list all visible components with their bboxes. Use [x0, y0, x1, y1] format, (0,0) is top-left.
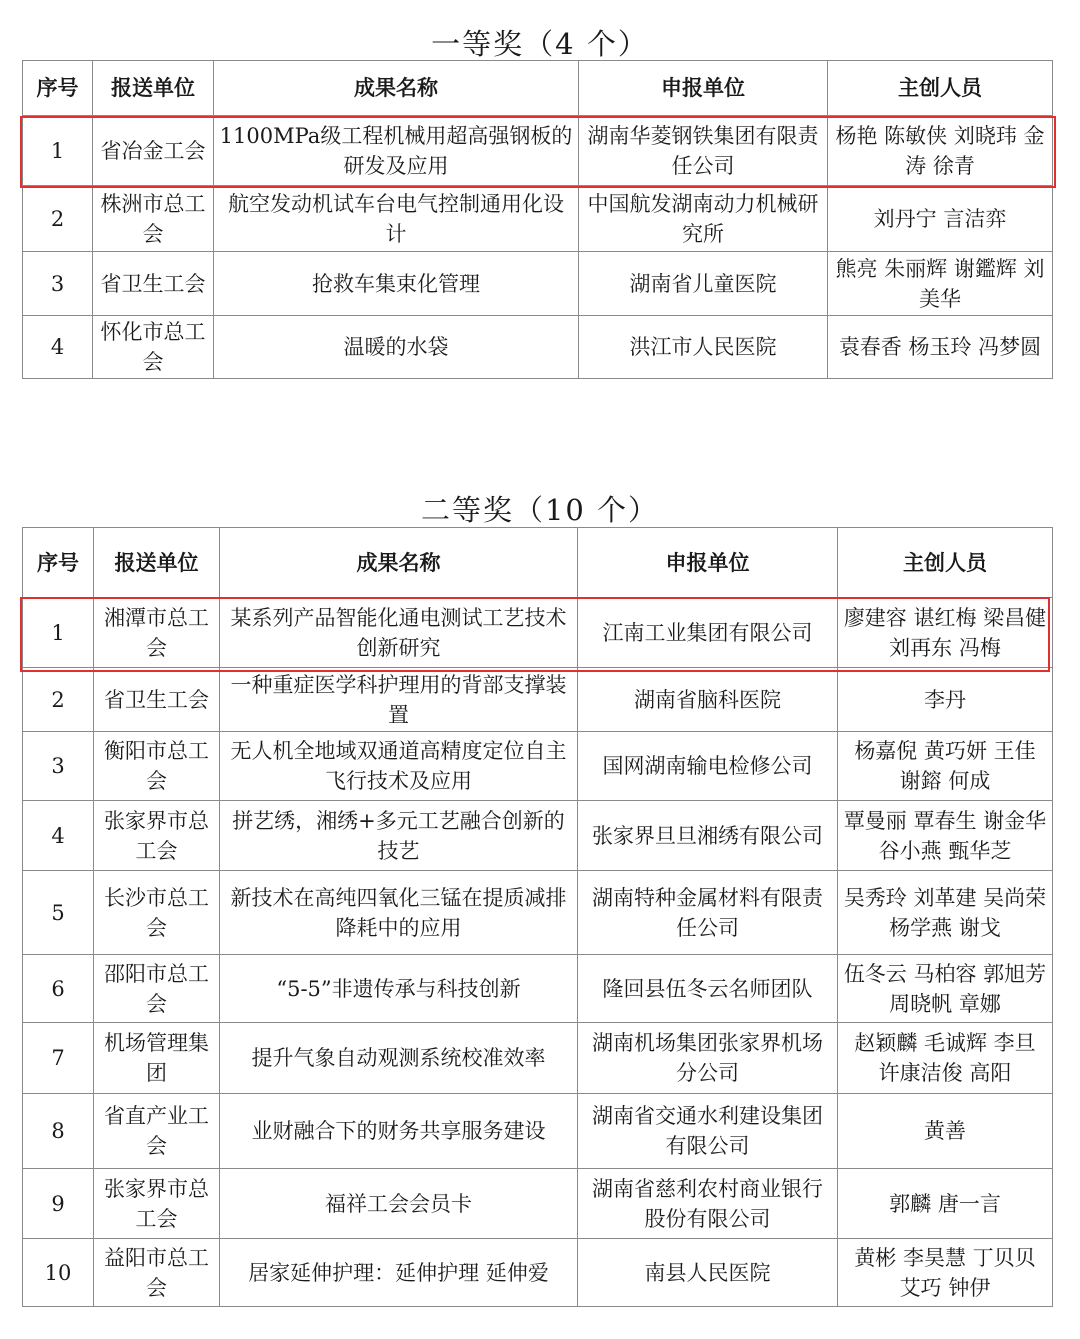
cell-achievement: 抢救车集束化管理 — [214, 252, 579, 316]
table-header-row — [23, 528, 1053, 598]
table-row — [23, 316, 1053, 379]
cell-unit: 邵阳市总工会 — [94, 955, 220, 1023]
table-row — [23, 668, 1053, 732]
cell-unit: 张家界市总工会 — [94, 1169, 220, 1239]
cell-unit: 怀化市总工会 — [93, 316, 214, 379]
header-applicant: 申报单位 — [579, 61, 828, 116]
cell-unit: 张家界市总工会 — [94, 801, 220, 871]
cell-no: 6 — [23, 955, 94, 1023]
cell-unit: 益阳市总工会 — [94, 1239, 220, 1307]
cell-creators: 杨嘉倪 黄巧妍 王佳 谢鎔 何成 — [838, 732, 1053, 801]
header-unit: 报送单位 — [93, 61, 214, 116]
cell-creators: 袁春香 杨玉玲 冯梦圆 — [828, 316, 1053, 379]
cell-achievement: 某系列产品智能化通电测试工艺技术创新研究 — [220, 598, 578, 668]
table-row — [23, 801, 1053, 871]
cell-achievement: 居家延伸护理：延伸护理 延伸爱 — [220, 1239, 578, 1307]
cell-achievement: 提升气象自动观测系统校准效率 — [220, 1023, 578, 1094]
header-creators: 主创人员 — [828, 61, 1053, 116]
table-row — [23, 1023, 1053, 1094]
cell-achievement: 无人机全地域双通道高精度定位自主飞行技术及应用 — [220, 732, 578, 801]
cell-unit: 省冶金工会 — [93, 116, 214, 186]
cell-achievement: “5-5”非遗传承与科技创新 — [220, 955, 578, 1023]
cell-achievement: 拼艺绣，湘绣+多元工艺融合创新的技艺 — [220, 801, 578, 871]
second-prize-title: 二等奖（10 个） — [420, 493, 660, 527]
header-creators: 主创人员 — [838, 528, 1053, 598]
table-row — [23, 1239, 1053, 1307]
cell-applicant: 南县人民医院 — [578, 1239, 838, 1307]
table-header-row — [23, 61, 1053, 116]
cell-applicant: 洪江市人民医院 — [579, 316, 828, 379]
cell-applicant: 湖南特种金属材料有限责任公司 — [578, 871, 838, 955]
first-prize-title: 一等奖（4 个） — [431, 27, 649, 61]
cell-unit: 长沙市总工会 — [94, 871, 220, 955]
cell-creators: 吴秀玲 刘革建 吴尚荣 杨学燕 谢戈 — [838, 871, 1053, 955]
cell-no: 8 — [23, 1094, 94, 1169]
cell-no: 2 — [23, 186, 93, 252]
cell-creators: 赵颖麟 毛诚辉 李旦 许康洁俊 高阳 — [838, 1023, 1053, 1094]
cell-applicant: 中国航发湖南动力机械研究所 — [579, 186, 828, 252]
cell-applicant: 隆回县伍冬云名师团队 — [578, 955, 838, 1023]
cell-creators: 杨艳 陈敏侠 刘晓玮 金涛 徐青 — [828, 116, 1053, 186]
cell-no: 4 — [23, 801, 94, 871]
header-achievement: 成果名称 — [214, 61, 579, 116]
cell-achievement: 新技术在高纯四氧化三锰在提质减排降耗中的应用 — [220, 871, 578, 955]
cell-no: 3 — [23, 732, 94, 801]
cell-no: 2 — [23, 668, 94, 732]
cell-applicant: 国网湖南输电检修公司 — [578, 732, 838, 801]
cell-creators: 覃曼丽 覃春生 谢金华 谷小燕 甄华芝 — [838, 801, 1053, 871]
cell-unit: 省卫生工会 — [93, 252, 214, 316]
cell-no: 1 — [23, 116, 93, 186]
cell-no: 5 — [23, 871, 94, 955]
cell-unit: 省卫生工会 — [94, 668, 220, 732]
cell-creators: 郭麟 唐一言 — [838, 1169, 1053, 1239]
cell-unit: 株洲市总工会 — [93, 186, 214, 252]
header-unit: 报送单位 — [94, 528, 220, 598]
cell-creators: 伍冬云 马柏容 郭旭芳 周晓帆 章娜 — [838, 955, 1053, 1023]
cell-no: 9 — [23, 1169, 94, 1239]
cell-unit: 机场管理集团 — [94, 1023, 220, 1094]
table-row — [23, 116, 1053, 186]
cell-no: 3 — [23, 252, 93, 316]
cell-applicant: 湖南省慈利农村商业银行股份有限公司 — [578, 1169, 838, 1239]
cell-no: 7 — [23, 1023, 94, 1094]
table-row — [23, 1094, 1053, 1169]
cell-applicant: 江南工业集团有限公司 — [578, 598, 838, 668]
cell-no: 1 — [23, 598, 94, 668]
cell-unit: 省直产业工会 — [94, 1094, 220, 1169]
cell-applicant: 湖南省脑科医院 — [578, 668, 838, 732]
header-applicant: 申报单位 — [578, 528, 838, 598]
cell-no: 4 — [23, 316, 93, 379]
cell-creators: 廖建容 谌红梅 梁昌健 刘再东 冯梅 — [838, 598, 1053, 668]
header-achievement: 成果名称 — [220, 528, 578, 598]
cell-applicant: 张家界旦旦湘绣有限公司 — [578, 801, 838, 871]
second-prize-table — [22, 527, 1053, 1307]
cell-applicant: 湖南机场集团张家界机场分公司 — [578, 1023, 838, 1094]
cell-achievement: 航空发动机试车台电气控制通用化设计 — [214, 186, 579, 252]
cell-unit: 衡阳市总工会 — [94, 732, 220, 801]
header-no: 序号 — [23, 528, 94, 598]
table-row — [23, 598, 1053, 668]
cell-achievement: 一种重症医学科护理用的背部支撑装置 — [220, 668, 578, 732]
cell-creators: 李丹 — [838, 668, 1053, 732]
table-row — [23, 186, 1053, 252]
cell-applicant: 湖南省交通水利建设集团有限公司 — [578, 1094, 838, 1169]
table-row — [23, 955, 1053, 1023]
first-prize-table — [22, 60, 1053, 379]
cell-achievement: 福祥工会会员卡 — [220, 1169, 578, 1239]
table-row — [23, 871, 1053, 955]
table-row — [23, 732, 1053, 801]
cell-unit: 湘潭市总工会 — [94, 598, 220, 668]
cell-achievement: 业财融合下的财务共享服务建设 — [220, 1094, 578, 1169]
cell-applicant: 湖南华菱钢铁集团有限责任公司 — [579, 116, 828, 186]
cell-achievement: 1100MPa级工程机械用超高强钢板的研发及应用 — [214, 116, 579, 186]
cell-applicant: 湖南省儿童医院 — [579, 252, 828, 316]
table-row — [23, 1169, 1053, 1239]
cell-creators: 熊亮 朱丽辉 谢鑑辉 刘美华 — [828, 252, 1053, 316]
cell-creators: 黄彬 李昊慧 丁贝贝 艾巧 钟伊 — [838, 1239, 1053, 1307]
cell-achievement: 温暖的水袋 — [214, 316, 579, 379]
cell-no: 10 — [23, 1239, 94, 1307]
cell-creators: 黄善 — [838, 1094, 1053, 1169]
cell-creators: 刘丹宁 言洁弈 — [828, 186, 1053, 252]
header-no: 序号 — [23, 61, 93, 116]
table-row — [23, 252, 1053, 316]
